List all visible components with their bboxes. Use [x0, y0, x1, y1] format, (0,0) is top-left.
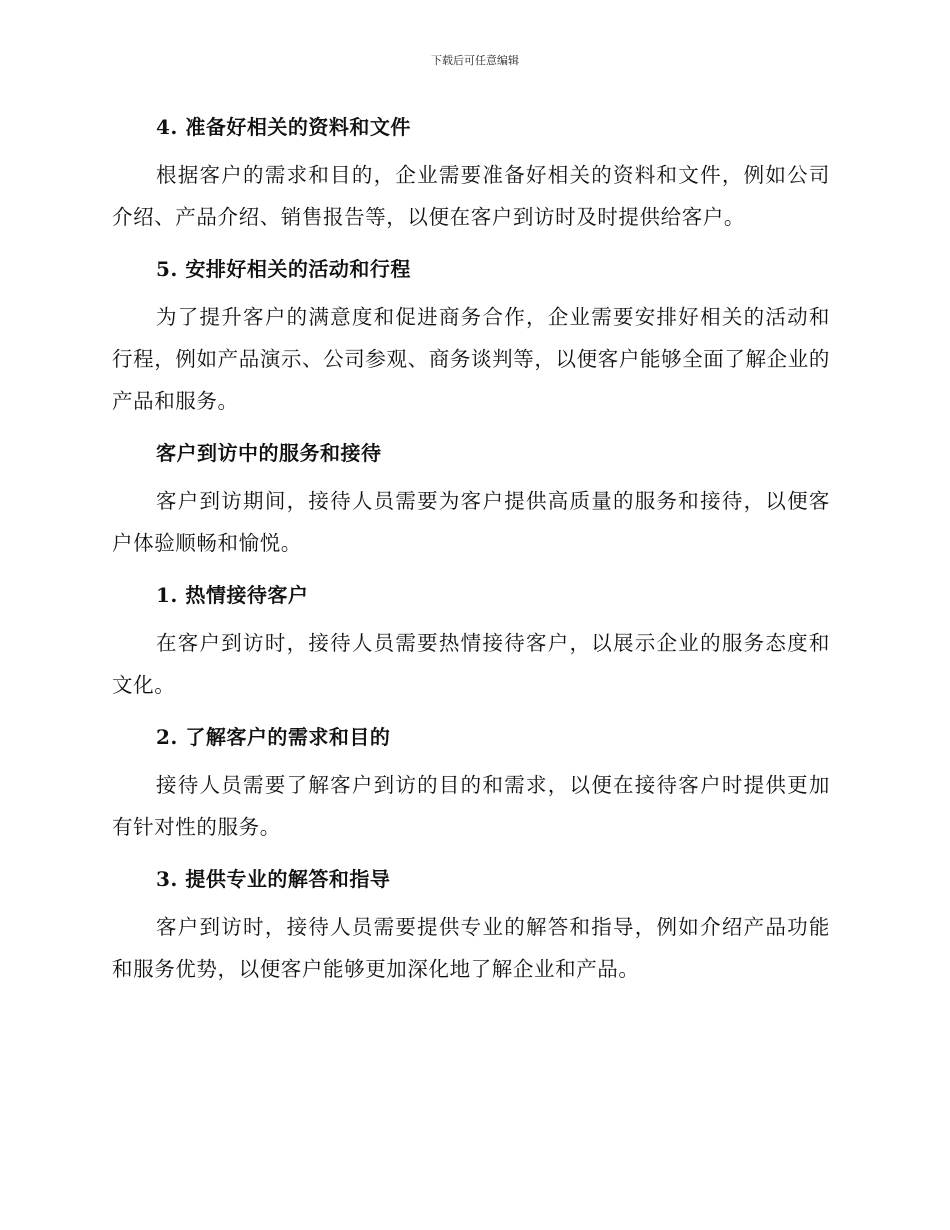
page-header-note: 下载后可任意编辑 — [431, 54, 519, 67]
section-paragraph: 在客户到访时，接待人员需要热情接待客户，以展示企业的服务态度和文化。 — [112, 631, 830, 697]
section-paragraph: 客户到访期间，接待人员需要为客户提供高质量的服务和接待，以便客户体验顺畅和愉悦。 — [112, 489, 830, 555]
section-heading: 3. 提供专业的解答和指导 — [156, 867, 391, 891]
section-paragraph: 为了提升客户的满意度和促进商务合作，企业需要安排好相关的活动和行程，例如产品演示、公司参观、商务谈判等，以便客户能够全面了解企业的产品和服务。 — [112, 305, 830, 413]
section-heading: 2. 了解客户的需求和目的 — [156, 725, 391, 749]
section-paragraph: 根据客户的需求和目的，企业需要准备好相关的资料和文件，例如公司介绍、产品介绍、销售报告等，以便在客户到访时及时提供给客户。 — [112, 163, 830, 229]
document-body — [112, 108, 830, 990]
section-paragraph: 接待人员需要了解客户到访的目的和需求，以便在接待客户时提供更加有针对性的服务。 — [112, 773, 830, 839]
section-heading: 1. 热情接待客户 — [156, 583, 309, 607]
section-heading: 4. 准备好相关的资料和文件 — [156, 115, 411, 139]
section-heading: 客户到访中的服务和接待 — [156, 441, 382, 465]
section-paragraph: 客户到访时，接待人员需要提供专业的解答和指导，例如介绍产品功能和服务优势，以便客户能够更加深化地了解企业和产品。 — [112, 915, 830, 981]
section-heading: 5. 安排好相关的活动和行程 — [156, 257, 411, 281]
